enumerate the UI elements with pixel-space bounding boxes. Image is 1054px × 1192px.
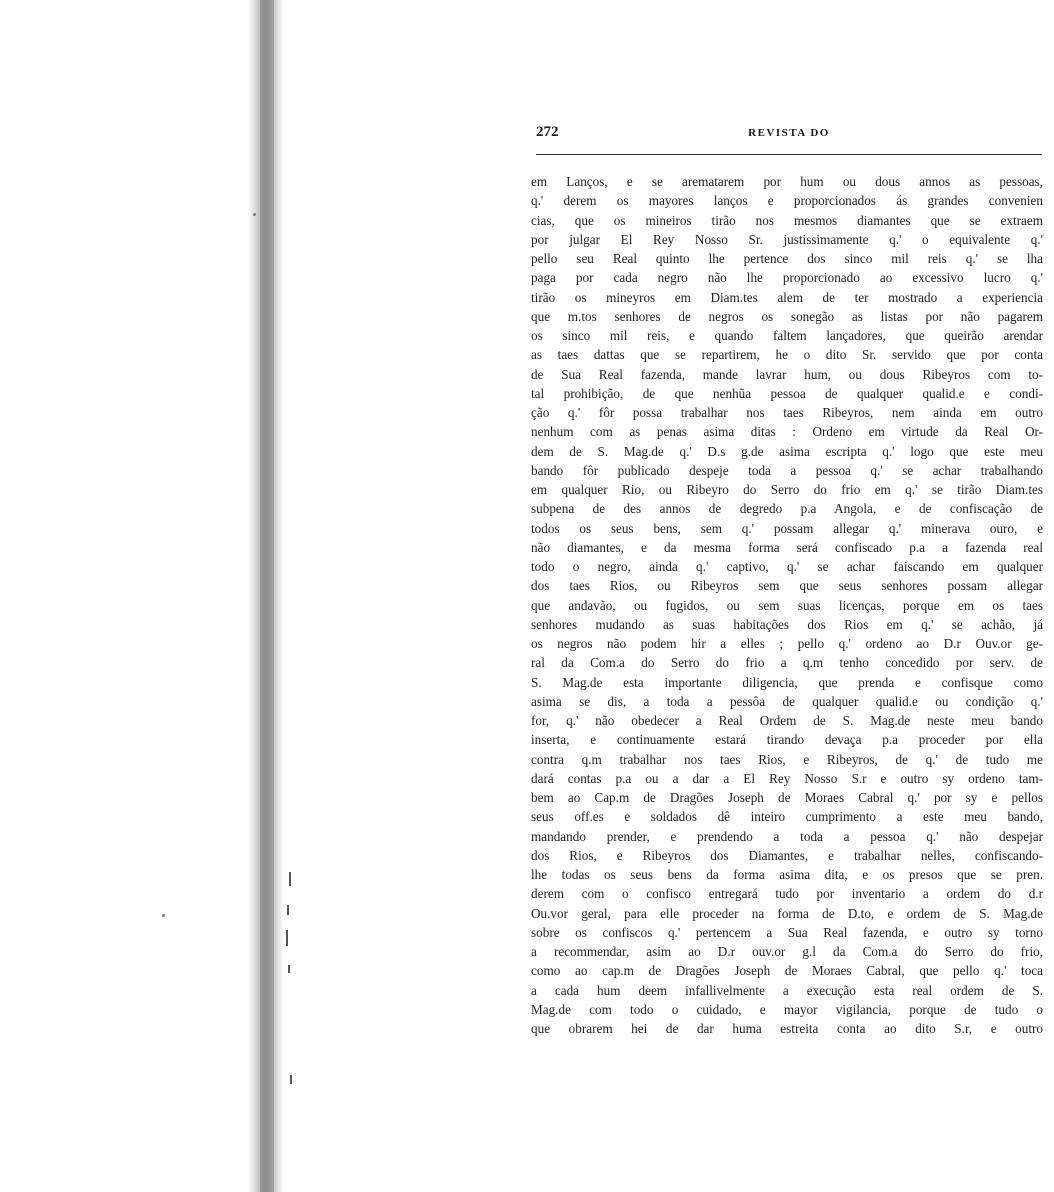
margin-mark: [290, 1075, 292, 1084]
book-gutter-shadow: [248, 0, 260, 1192]
text-line: tirão os mineyros em Diam.tes alem de ter mostrado a experiencia: [531, 289, 1043, 305]
text-line: que andavão, ou fugidos, ou sem suas licenças, porque em os taes: [531, 597, 1043, 613]
text-line: subpena de des annos de degredo p.a Angola, e de confiscação de: [531, 501, 1043, 517]
text-line: tal prohibição, de que nenhũa pessoa de qualquer qualid.e e condi-: [531, 385, 1043, 401]
text-line: em Lanços, e se arematarem por hum ou dous annos as pessoas,: [531, 174, 1043, 189]
body-text: [531, 172, 1043, 1038]
book-gutter-fade: [274, 0, 284, 1192]
text-line: ral da Com.a do Serro do frio a q.m tenho concedido por serv. de: [531, 655, 1043, 671]
margin-mark: [286, 930, 288, 946]
text-line: sobre os confiscos q.' pertencem a Sua Real fazenda, e outro sy torno: [531, 924, 1043, 940]
text-line: dem de S. Mag.de q.' D.s g.de asima escripta q.' logo que este meu: [531, 443, 1043, 459]
text-line: bando fôr publicado despeje toda a pessoa q.' se achar trabalhando: [531, 462, 1043, 478]
text-line: os negros não podem hir a elles ; pello q.' ordeno ao D.r Ouv.or ge-: [531, 636, 1043, 651]
text-line: dará contas p.a ou a dar a El Rey Nosso S.r e outro sy ordeno tam-: [531, 770, 1043, 786]
text-line: pello seu Real quinto lhe pertence dos sinco mil reis q.' se lha: [531, 251, 1043, 266]
text-line: como ao cap.m de Dragões Joseph de Moraes Cabral, que pello q.' toca: [531, 963, 1043, 979]
margin-mark: [287, 905, 289, 915]
text-line: todos os seus bens, sem q.' possam allegar q.' minerava ouro, e: [531, 520, 1043, 536]
text-line: de Sua Real fazenda, mande lavrar hum, ou dous Ribeyros com to-: [531, 366, 1043, 382]
page-number: 272: [536, 124, 559, 140]
text-line: que m.tos senhores de negros os sonegão as listas por não pagarem: [531, 308, 1043, 324]
text-line: nenhum com as penas asima ditas : Ordeno em virtude da Real Or-: [531, 424, 1043, 440]
text-line: seus off.es e soldados dê inteiro cumprimento a este meu bando,: [531, 809, 1043, 825]
text-line: não diamantes, e da mesma forma será confiscado p.a a fazenda real: [531, 539, 1043, 555]
text-line: Mag.de com todo o cuidado, e mayor vigilancia, porque de tudo o: [531, 1001, 1043, 1017]
text-line: contra q.m trabalhar nos taes Rios, e Ribeyros, de q.' de tudo me: [531, 751, 1043, 767]
text-line: em qualquer Rio, ou Ribeyro do Serro do frio em q.' se tirão Diam.tes: [531, 482, 1043, 497]
text-line: derem com o confisco entregará tudo por inventario a ordem do d.r: [531, 886, 1043, 902]
text-line: S. Mag.de esta importante diligencia, que prenda e confisque como: [531, 674, 1043, 690]
text-line: dos taes Rios, ou Ribeyros sem que seus senhores possam allegar: [531, 578, 1043, 594]
text-line: os sinco mil reis, e quando faltem lançadores, que queirão arendar: [531, 328, 1043, 343]
text-line: a cada hum deem infallivelmente a execução esta real ordem de S.: [531, 982, 1043, 998]
text-line: paga por cada negro não lhe proporcionado ao excessivo lucro q.': [531, 270, 1043, 286]
scan-speck: [253, 213, 256, 216]
margin-mark: [289, 872, 291, 886]
page-header: [536, 124, 1042, 155]
text-line: ção q.' fôr possa trabalhar nos taes Ribeyros, nem ainda em outro: [531, 405, 1043, 420]
text-line: q.' derem os mayores lanços e proporcionados ás grandes convenien: [531, 193, 1043, 209]
running-title: REVISTA DO: [748, 127, 830, 139]
text-line: senhores mudando as suas habitações dos Rios em q.' se achão, já: [531, 616, 1043, 632]
margin-mark: [288, 965, 290, 973]
text-line: por julgar El Rey Nosso Sr. justissimamente q.' o equivalente q.': [531, 231, 1043, 247]
text-line: as taes dattas que se repartirem, he o dito Sr. servido que por conta: [531, 347, 1043, 363]
book-gutter: [260, 0, 274, 1192]
text-line: asima se dis, a toda a pessôa de qualquer qualid.e ou condição q.': [531, 693, 1043, 709]
scan-speck: [162, 914, 165, 917]
text-line: a recommendar, asim ao D.r ouv.or g.l da Com.a do Serro do frio,: [531, 944, 1043, 959]
text-line: inserta, e continuamente estará tirando devaça p.a proceder por ella: [531, 732, 1043, 748]
text-line: que obrarem hei de dar huma estreita conta ao dito S.r, e outro: [531, 1021, 1043, 1036]
text-line: bem ao Cap.m de Dragões Joseph de Moraes Cabral q.' por sy e pellos: [531, 790, 1043, 805]
text-line: cias, que os mineiros tirão nos mesmos diamantes que se extraem: [531, 212, 1043, 228]
text-line: dos Rios, e Ribeyros dos Diamantes, e trabalhar nelles, confiscando-: [531, 847, 1043, 863]
text-line: mandando prender, e prendendo a toda a pessoa q.' não despejar: [531, 828, 1043, 844]
text-line: Ou.vor geral, para elle proceder na forma de D.to, e ordem de S. Mag.de: [531, 905, 1043, 921]
text-line: lhe todas os seus bens da forma asima dita, e os presos que se pren.: [531, 867, 1043, 882]
text-line: for, q.' não obedecer a Real Ordem de S. Mag.de neste meu bando: [531, 713, 1043, 728]
text-line: todo o negro, ainda q.' captivo, q.' se achar faiscando em qualquer: [531, 559, 1043, 574]
